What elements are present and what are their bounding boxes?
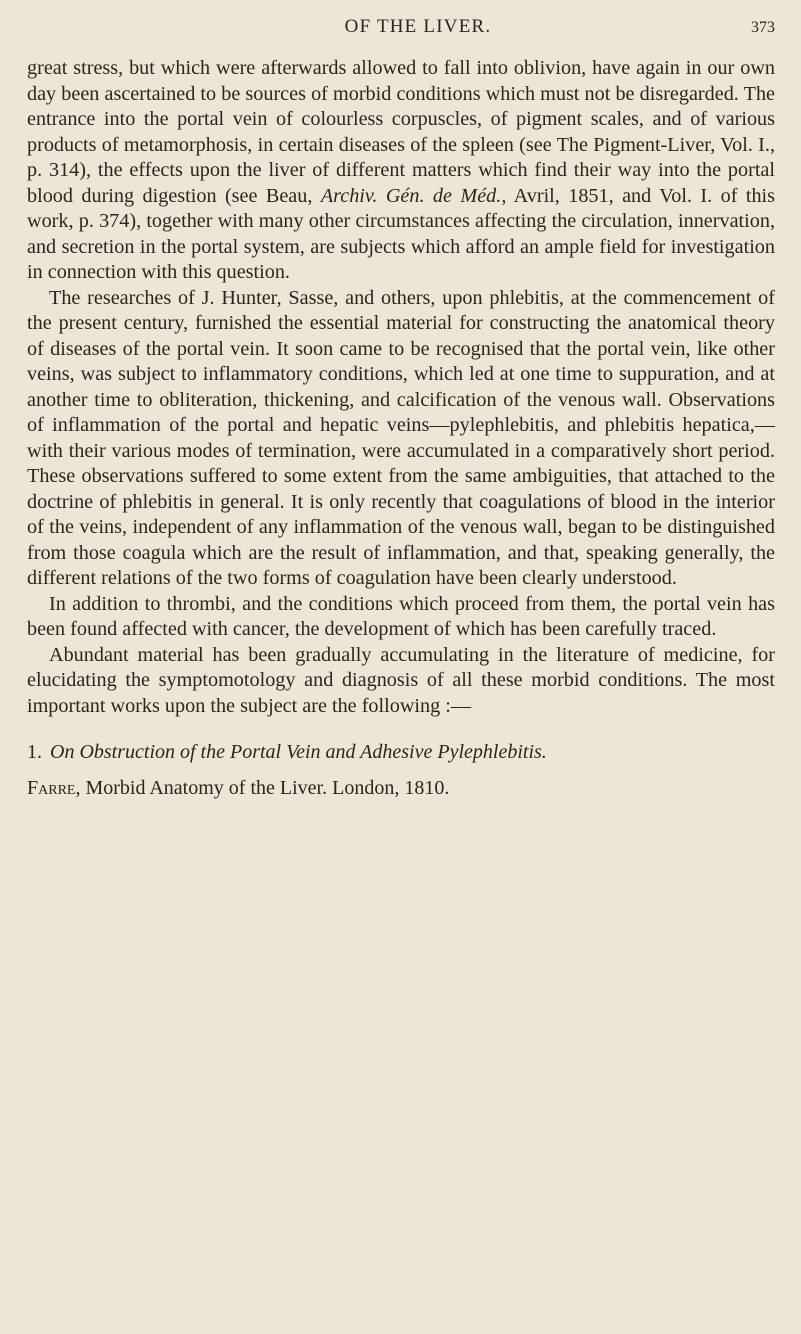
running-title: OF THE LIVER. xyxy=(344,16,492,37)
paragraph: In addition to thrombi, and the conditions which proceed from them, the portal vein has been found affected with cancer, the development of which has been carefully traced. xyxy=(27,592,775,640)
paragraph-text: great stress, but which were afterwards allowed to fall into oblivion, have again in our own day been ascertained to be sources of morbid conditions which must not be disregarded. The entrance into the portal vein of colourless corpuscles, of pigment scales, and of various products of metamorphosis, in certain diseases of the spleen (see The Pigment-Liver, Vol. I., p. 314), the effects upon the liver of different matters which find their way into the portal blood during digestion (see Beau, xyxy=(27,57,775,207)
paragraph: The researches of J. Hunter, Sasse, and others, upon phlebitis, at the commencement of the present century, furnished the essential material for constructing the anatomical theory of diseases of the portal vein. It soon came to be recognised that the portal vein, like other veins, was subject to inflammatory conditions, which led at one time to suppuration, and at another time to obliteration, thickening, and calcification of the venous wall. Observations of inflammation of the portal and hepatic veins—pylephlebitis, and phlebitis hepatica,—with their various modes of termination, were accumulated in a comparatively short period. These observations suffered to some extent from the same ambiguities, that attached to the doctrine of phlebitis in general. It is only recently that coagulations of blood in the interior of the veins, independent of any inflammation of the venous wall, began to be distinguished from those coagula which are the result of inflammation, and that, speaking generally, the different relations of the two forms of coagulation have been clearly understood. xyxy=(27,286,775,589)
section-title: On Obstruction of the Portal Vein and Adhesive Pylephlebitis. xyxy=(50,741,547,763)
paragraph: Abundant material has been gradually accumulating in the literature of medicine, for elucidating the symptomotology and diagnosis of all these morbid conditions. The most important works upon the subject are the following :— xyxy=(27,643,775,717)
reference-text: Morbid Anatomy of the Liver. London, 1810. xyxy=(80,777,450,799)
reference-author: Farre, xyxy=(27,777,81,799)
section-number: 1. xyxy=(27,741,42,763)
body-text xyxy=(27,56,775,719)
paragraph-text-continued: Avril, 1851, and Vol. I. of this work, p. 374), together with many other circumstances affecting the circulation, innervation, and secretion in the portal system, are subjects which afford an ample field for investigation in connection with this question. xyxy=(27,184,776,283)
page-header xyxy=(27,16,775,56)
journal-citation: Archiv. Gén. de Méd., xyxy=(320,184,507,207)
reference-entry xyxy=(27,775,775,801)
paragraph xyxy=(27,56,775,286)
page-number: 373 xyxy=(751,19,775,36)
section-heading xyxy=(27,739,775,765)
